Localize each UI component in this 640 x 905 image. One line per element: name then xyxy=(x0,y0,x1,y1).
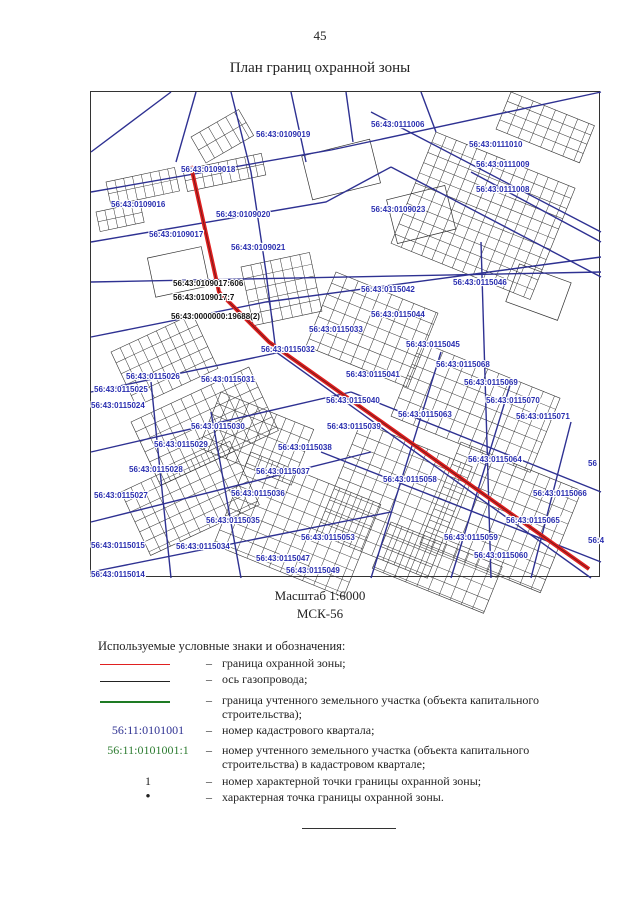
red-line-swatch xyxy=(100,664,170,665)
legend-dash: – xyxy=(206,656,212,670)
building-outline xyxy=(147,247,209,298)
legend-block-number-sample: 56:11:0101001 xyxy=(111,723,185,737)
block-boundary-line xyxy=(151,382,171,578)
legend-point-number-sample: 1 xyxy=(145,774,151,788)
cadastral-label: 56:43:0111009 xyxy=(476,160,530,169)
cadastral-map-canvas xyxy=(91,92,605,579)
legend-text: граница охранной зоны; xyxy=(222,656,346,670)
cadastral-map[interactable] xyxy=(90,91,605,579)
legend-parcel-number-sample: 56:11:0101001:1 xyxy=(107,743,189,757)
block-boundary-line xyxy=(291,92,306,162)
cadastral-label: 56:43:0115064 xyxy=(468,455,522,464)
cadastral-labels xyxy=(91,120,605,579)
cadastral-label: 56:43:0115049 xyxy=(286,566,340,575)
legend-text: номер кадастрового квартала; xyxy=(222,723,375,737)
legend-text: номер учтенного земельного участка (объекта капитального строительства) в кадастровом квартале; xyxy=(222,743,530,771)
black-line-swatch xyxy=(100,681,170,682)
parcel-line xyxy=(280,259,292,318)
parcel-line xyxy=(251,299,319,314)
footer-divider xyxy=(302,828,396,829)
cadastral-label: 56:43:0115042 xyxy=(361,285,415,294)
cadastral-label: 56:43:0115060 xyxy=(474,551,528,560)
cadastral-label: 56:43:0115039 xyxy=(327,422,381,431)
parcel-line xyxy=(290,257,302,316)
parcel-line xyxy=(224,519,354,571)
cadastral-label: 56:43:0115037 xyxy=(256,467,310,476)
block-boundary-line xyxy=(391,167,601,277)
cadastral-label: 56:43:0115028 xyxy=(129,465,183,474)
parcel-line xyxy=(300,255,312,314)
legend-dash: – xyxy=(206,672,212,686)
point-marker-icon: • xyxy=(145,789,151,805)
cadastral-label: 56:43:0115026 xyxy=(126,372,180,381)
legend-text: граница учтенного земельного участка (объекта капитального строительства); xyxy=(222,693,540,721)
cadastral-label: 56:43:0115065 xyxy=(506,516,560,525)
cadastral-label: 56:43:0109016 xyxy=(111,200,166,209)
cadastral-label: 56 xyxy=(588,459,597,468)
legend-text: ось газопровода; xyxy=(222,672,308,686)
cadastral-label: 56:43:0115066 xyxy=(533,489,587,498)
parcel-line xyxy=(147,335,172,389)
cadastral-label: 56:43:0115035 xyxy=(206,516,260,525)
block-boundary-line xyxy=(91,272,601,282)
parcel-group xyxy=(191,110,254,163)
parcel-group xyxy=(316,422,472,578)
cadastral-label: 56:4 xyxy=(588,536,605,545)
parcel-group xyxy=(496,92,594,163)
parcel-line xyxy=(531,487,572,589)
cadastral-label: 56:43:0115025 xyxy=(94,385,148,394)
cadastral-label: 56:43:0115070 xyxy=(486,396,540,405)
cadastral-label: 56:43:0111006 xyxy=(371,120,425,129)
block-boundary-line xyxy=(371,352,441,578)
cadastral-label: 56:43:0109017:7 xyxy=(173,293,235,302)
cadastral-label: 56:43:0111008 xyxy=(476,185,530,194)
legend-dash: – xyxy=(206,743,212,757)
parcel-line xyxy=(507,101,590,135)
legend-dash: – xyxy=(206,723,212,737)
parcel-line xyxy=(174,322,199,376)
cadastral-label: 56:43:0115068 xyxy=(436,360,490,369)
parcel-line xyxy=(98,212,142,221)
cadastral-label: 56:43:0109017:606 xyxy=(173,279,244,288)
block-boundary-line xyxy=(451,382,511,578)
cadastral-label: 56:43:0109023 xyxy=(371,205,426,214)
cadastral-label: 56:43:0115040 xyxy=(326,396,380,405)
parcel-line xyxy=(270,261,282,320)
cadastral-label: 56:43:0115030 xyxy=(191,422,245,431)
legend-item-parcel-number xyxy=(98,743,578,773)
page-title: План границ охранной зоны xyxy=(229,60,411,76)
block-boundary-line xyxy=(531,422,571,578)
cadastral-label: 56:43:0115069 xyxy=(464,378,518,387)
green-line-swatch xyxy=(100,701,170,703)
parcel-line xyxy=(242,474,372,526)
block-boundary-line xyxy=(91,92,171,152)
parcel-line xyxy=(140,387,258,442)
cadastral-label: 56:43:0115029 xyxy=(154,440,208,449)
parcel-line xyxy=(184,318,209,372)
cadastral-label: 56:43:0115027 xyxy=(94,491,148,500)
cadastral-label: 56:43:0115071 xyxy=(516,412,570,421)
parcel-line xyxy=(318,317,420,358)
block-boundary-line xyxy=(481,242,491,578)
block-boundary-line xyxy=(346,92,353,142)
cadastral-label: 56:43:0115024 xyxy=(91,401,145,410)
cadastral-label: 56:43:0115058 xyxy=(383,475,437,484)
cadastral-label: 56:43:0115045 xyxy=(406,340,460,349)
cadastral-label: 56:43:0115041 xyxy=(346,370,400,379)
map-scale: Масштаб 1:6000 xyxy=(274,588,366,603)
page-number: 45 xyxy=(313,28,327,43)
block-boundary-line xyxy=(176,92,196,162)
legend-dash: – xyxy=(206,790,212,804)
cadastral-label: 56:43:0109020 xyxy=(216,210,271,219)
cadastral-label: 56:43:0115032 xyxy=(261,345,315,354)
cadastral-label: 56:43:0111010 xyxy=(469,140,523,149)
coordinate-system: МСК-56 xyxy=(296,606,344,621)
cadastral-label: 56:43:0115044 xyxy=(371,310,425,319)
legend-text: характерная точка границы охранной зоны. xyxy=(222,790,444,804)
cadastral-label: 56:43:0109018 xyxy=(181,165,236,174)
parcel-line xyxy=(243,264,311,279)
cadastral-label: 56:43:0115059 xyxy=(444,533,498,542)
cadastral-label: 56:43:0115033 xyxy=(309,325,363,334)
legend-item-parcel-boundary xyxy=(98,693,578,723)
cadastral-label: 56:43:0115038 xyxy=(278,443,332,452)
cadastral-label: 56:43:0115015 xyxy=(91,541,145,550)
cadastral-label: 56:43:0115036 xyxy=(231,489,285,498)
legend-dash: – xyxy=(206,693,212,707)
parcel-line xyxy=(421,542,542,591)
legend-text: номер характерной точки границы охранной зоны; xyxy=(222,774,482,788)
parcel-line xyxy=(399,224,538,280)
cadastral-label: 56:43:0109017 xyxy=(149,230,204,239)
cadastral-label: 56:43:0115034 xyxy=(176,542,230,551)
block-boundary-line xyxy=(91,452,371,522)
legend-dash: – xyxy=(206,774,212,788)
cadastral-label: 56:43:0115031 xyxy=(201,375,255,384)
cadastral-label: 56:43:0109021 xyxy=(231,243,286,252)
parcel-line xyxy=(411,193,550,249)
cadastral-label: 56:43:0115047 xyxy=(256,554,310,563)
cadastral-label: 56:43:0109019 xyxy=(256,130,311,139)
parcel-line xyxy=(403,214,542,270)
cadastral-label: 56:43:0115063 xyxy=(398,410,452,419)
legend-title: Используемые условные знаки и обозначения: xyxy=(98,639,346,653)
cadastral-label: 56:43:0000000:19688(2) xyxy=(171,312,260,321)
cadastral-label: 56:43:0115014 xyxy=(91,570,145,579)
cadastral-label: 56:43:0115053 xyxy=(301,533,355,542)
cadastral-label: 56:43:0115046 xyxy=(453,278,507,287)
